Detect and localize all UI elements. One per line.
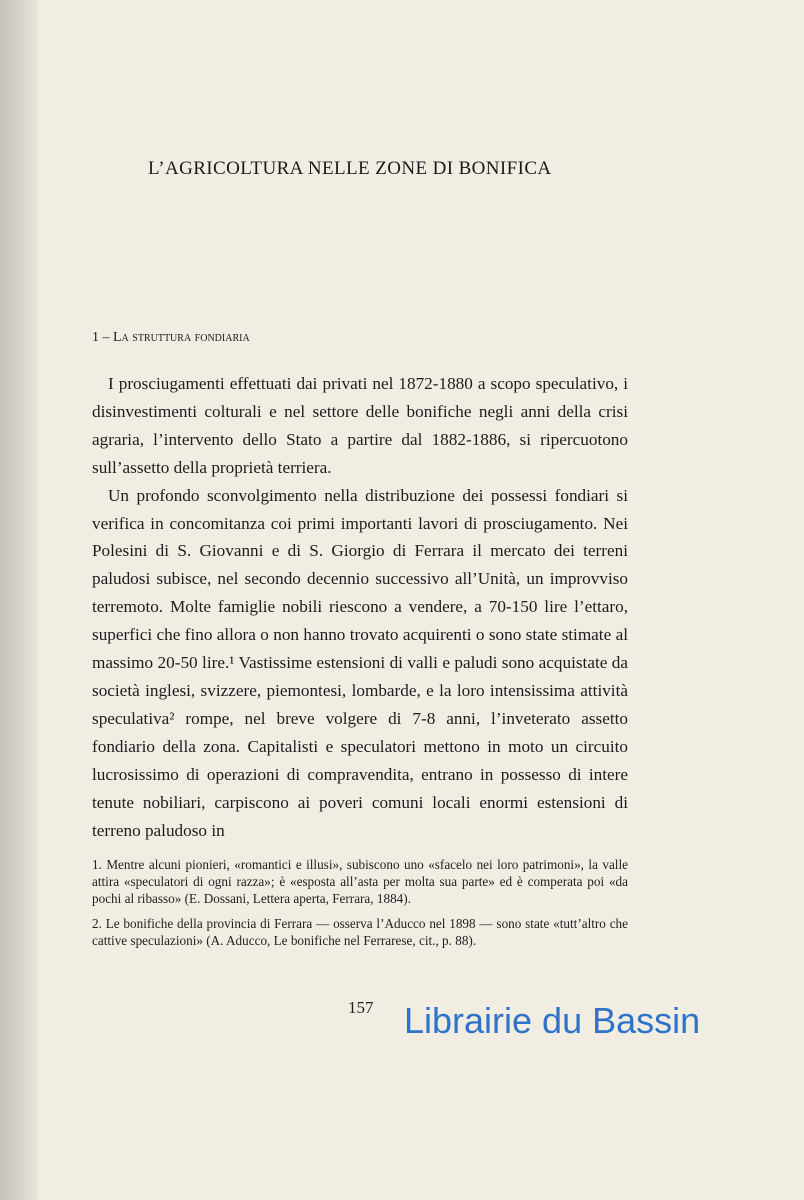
chapter-title: L’AGRICOLTURA NELLE ZONE DI BONIFICA bbox=[148, 158, 552, 179]
page-number: 157 bbox=[348, 998, 374, 1017]
body-text bbox=[92, 370, 628, 844]
book-spine-shadow bbox=[0, 0, 38, 1200]
seller-watermark: Librairie du Bassin bbox=[404, 1000, 701, 1041]
footnote-2: 2. Le bonifiche della provincia di Ferrara — osserva l’Aducco nel 1898 — sono state «tutt’altro che cattive speculazioni» (A. Aducco, Le bonifiche nel Ferrarese, cit., p. 88). bbox=[92, 916, 628, 948]
paragraph-2: Un profondo sconvolgimento nella distribuzione dei possessi fondiari si verifica in concomitanza coi primi importanti lavori di prosciugamento. Nei Polesini di S. Giovanni e di S. Giorgio di Ferrara il mercato dei terreni paludosi subisce, nel secondo decennio successivo all’Unità, un improvviso terremoto. Molte famiglie nobili riescono a vendere, a 70-150 lire l’ettaro, superfici che fino allora o non hanno trovato acquirenti o sono state stimate al massimo 20-50 lire.¹ Vastissime estensioni di valli e paludi sono acquistate da società inglesi, svizzere, piemontesi, lombarde, e la loro intensissima attività speculativa² rompe, nel breve volgere di 7-8 anni, l’inveterato assetto fondiario della zona. Capitalisti e speculatori mettono in moto un circuito lucrosissimo di operazioni di compravendita, entrano in possesso di intere tenute nobiliari, carpiscono ai poveri comuni locali enormi estensioni di terreno paludoso in bbox=[92, 485, 628, 840]
footnote-1: 1. Mentre alcuni pionieri, «romantici e illusi», subiscono uno «sfacelo nei loro patrimoni», la valle attira «speculatori di ogni razza»; è «esposta all’asta per molta sua parte» ed è comperata poi «da pochi al ribasso» (E. Dossani, Lettera aperta, Ferrara, 1884). bbox=[92, 857, 628, 906]
section-heading: 1 – La struttura fondiaria bbox=[92, 330, 250, 345]
paragraph-1: I prosciugamenti effettuati dai privati nel 1872-1880 a scopo speculativo, i disinvestimenti colturali e nel settore delle bonifiche negli anni della crisi agraria, l’intervento dello Stato a partire dal 1882-1886, si ripercuotono sull’assetto della proprietà terriera. bbox=[92, 374, 628, 477]
footnotes bbox=[92, 856, 628, 957]
